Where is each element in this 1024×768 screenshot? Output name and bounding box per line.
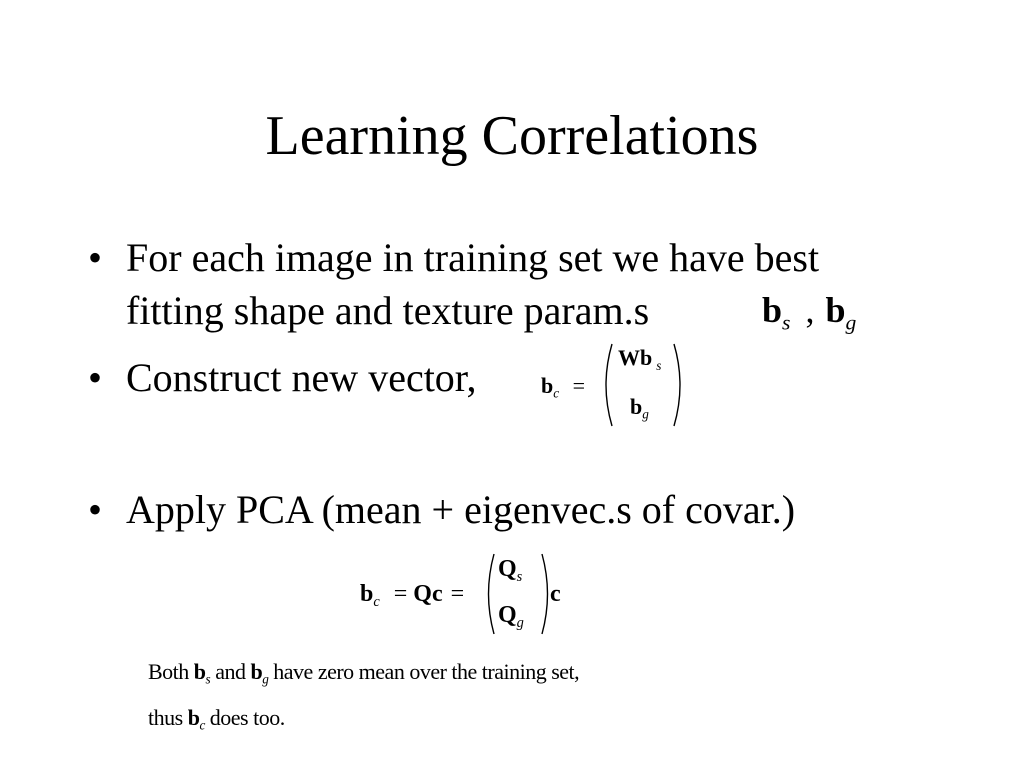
wb-symbol: Wb <box>618 345 653 370</box>
subscript-s: s <box>782 310 791 335</box>
subscript-s: s <box>656 357 662 373</box>
note-text: thus <box>148 705 183 730</box>
qc-symbol: Qc <box>413 581 443 607</box>
equals-sign: = <box>572 373 586 398</box>
subscript-s: s <box>205 671 211 687</box>
equals-sign: = <box>450 581 465 607</box>
equals-sign: = <box>393 581 408 607</box>
subscript-g: g <box>516 615 524 632</box>
subscript-g: g <box>642 406 649 422</box>
b-symbol: b <box>825 290 846 330</box>
comma: , <box>805 290 815 330</box>
b-symbol: b <box>630 394 643 419</box>
bc-lhs <box>541 372 585 400</box>
zero-mean-note-line-1 <box>148 658 579 686</box>
bullet-3-text: Apply PCA (mean + eigenvec.s of covar.) <box>126 487 796 532</box>
b-symbol: b <box>762 290 783 330</box>
b-symbol: b <box>193 659 206 684</box>
note-text: have zero mean over the training set, <box>273 659 580 684</box>
subscript-g: g <box>845 310 857 335</box>
b-symbol: b <box>541 373 554 398</box>
subscript-c: c <box>553 385 560 401</box>
c-symbol: c <box>550 581 561 607</box>
subscript-c: c <box>373 594 380 611</box>
c-vector <box>550 579 561 609</box>
shape-texture-params-formula <box>762 288 857 335</box>
bullet-marker: • <box>88 487 103 532</box>
q-symbol: Q <box>498 602 517 628</box>
q-symbol: Q <box>498 556 517 582</box>
note-text: does too. <box>209 705 285 730</box>
bullet-1-line-1: For each image in training set we have best <box>126 235 820 280</box>
note-text: Both <box>148 659 189 684</box>
b-symbol: b <box>360 581 374 607</box>
zero-mean-note-line-2 <box>148 704 285 732</box>
subscript-c: c <box>199 717 205 733</box>
bullet-2-text: Construct new vector, <box>126 355 477 400</box>
matrix-entry-qg <box>498 600 524 630</box>
b-symbol: b <box>250 659 263 684</box>
vector-entry-bg <box>630 393 649 421</box>
subscript-g: g <box>262 671 269 687</box>
vector-entry-wbs <box>618 344 661 372</box>
subscript-s: s <box>516 569 523 586</box>
matrix-entry-qs <box>498 554 522 584</box>
bullet-1-line-2: fitting shape and texture param.s <box>126 288 650 333</box>
slide-title: Learning Correlations <box>265 105 759 167</box>
pca-lhs <box>360 579 464 609</box>
b-symbol: b <box>187 705 200 730</box>
bullet-marker: • <box>88 355 103 400</box>
bullet-marker: • <box>88 235 103 280</box>
note-text: and <box>215 659 246 684</box>
